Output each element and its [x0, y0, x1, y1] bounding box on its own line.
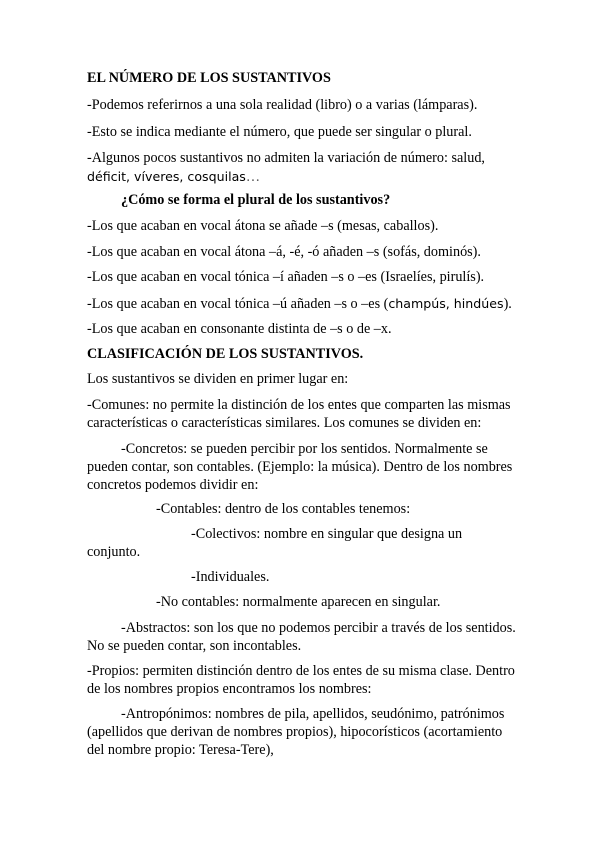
no-contables-line: -No contables: normalmente aparecen en singular. [156, 594, 441, 610]
excepciones-examples: déficit, víveres, cosquilas [87, 169, 246, 184]
paragraph-excepciones-line1: -Algunos pocos sustantivos no admiten la variación de número: salud, [87, 150, 485, 166]
antroponimos-line2: (apellidos que derivan de nombres propios), hipocorísticos (acortamiento [87, 724, 503, 740]
abstractos-line2: No se pueden contar, son incontables. [87, 638, 302, 654]
contables-line: -Contables: dentro de los contables tenemos: [156, 501, 411, 517]
paragraph-realidad: -Podemos referirnos a una sola realidad (libro) o a varias (lámparas). [87, 97, 478, 113]
section-heading-clasificacion: CLASIFICACIÓN DE LOS SUSTANTIVOS. [87, 346, 364, 362]
ellipsis: … [245, 169, 261, 185]
subheading-plural: ¿Cómo se forma el plural de los sustantivos? [121, 192, 391, 208]
propios-line1: -Propios: permiten distinción dentro de los entes de su misma clase. Dentro [87, 663, 515, 679]
individuales-line: -Individuales. [191, 569, 270, 585]
rule4-text: -Los que acaban en vocal tónica –ú añaden –s o –es ( [87, 296, 389, 312]
rule4-close: ). [503, 296, 512, 312]
colectivos-line1: -Colectivos: nombre en singular que designa un [191, 526, 463, 542]
concretos-line3: concretos podemos dividir en: [87, 477, 259, 493]
plural-rule-2: -Los que acaban en vocal átona –á, -é, -ó añaden –s (sofás, dominós). [87, 244, 481, 260]
section-heading-numero: EL NÚMERO DE LOS SUSTANTIVOS [87, 70, 331, 86]
antroponimos-line1: -Antropónimos: nombres de pila, apellidos, seudónimo, patrónimos [121, 706, 505, 722]
comunes-line2: características o características similares. Los comunes se dividen en: [87, 415, 482, 431]
propios-line2: de los nombres propios encontramos los nombres: [87, 681, 372, 697]
abstractos-line1: -Abstractos: son los que no podemos percibir a través de los sentidos. [121, 620, 516, 636]
rule4-examples: champús, hindúes [388, 296, 504, 311]
paragraph-numero: -Esto se indica mediante el número, que puede ser singular o plural. [87, 124, 472, 140]
plural-rule-1: -Los que acaban en vocal átona se añade –s (mesas, caballos). [87, 218, 439, 234]
concretos-line1: -Concretos: se pueden percibir por los sentidos. Normalmente se [121, 441, 488, 457]
plural-rule-3: -Los que acaban en vocal tónica –í añaden –s o –es (Israelíes, pirulís). [87, 269, 485, 285]
concretos-line2: pueden contar, son contables. (Ejemplo: la música). Dentro de los nombres [87, 459, 513, 475]
paragraph-excepciones-line2 [87, 167, 260, 187]
plural-rule-4 [87, 294, 512, 314]
paragraph-intro: Los sustantivos se dividen en primer lugar en: [87, 371, 349, 387]
comunes-line1: -Comunes: no permite la distinción de los entes que comparten las mismas [87, 397, 511, 413]
antroponimos-line3: del nombre propio: Teresa-Tere), [87, 742, 274, 758]
plural-rule-5: -Los que acaban en consonante distinta de –s o de –x. [87, 321, 392, 337]
colectivos-line2: conjunto. [87, 544, 141, 560]
